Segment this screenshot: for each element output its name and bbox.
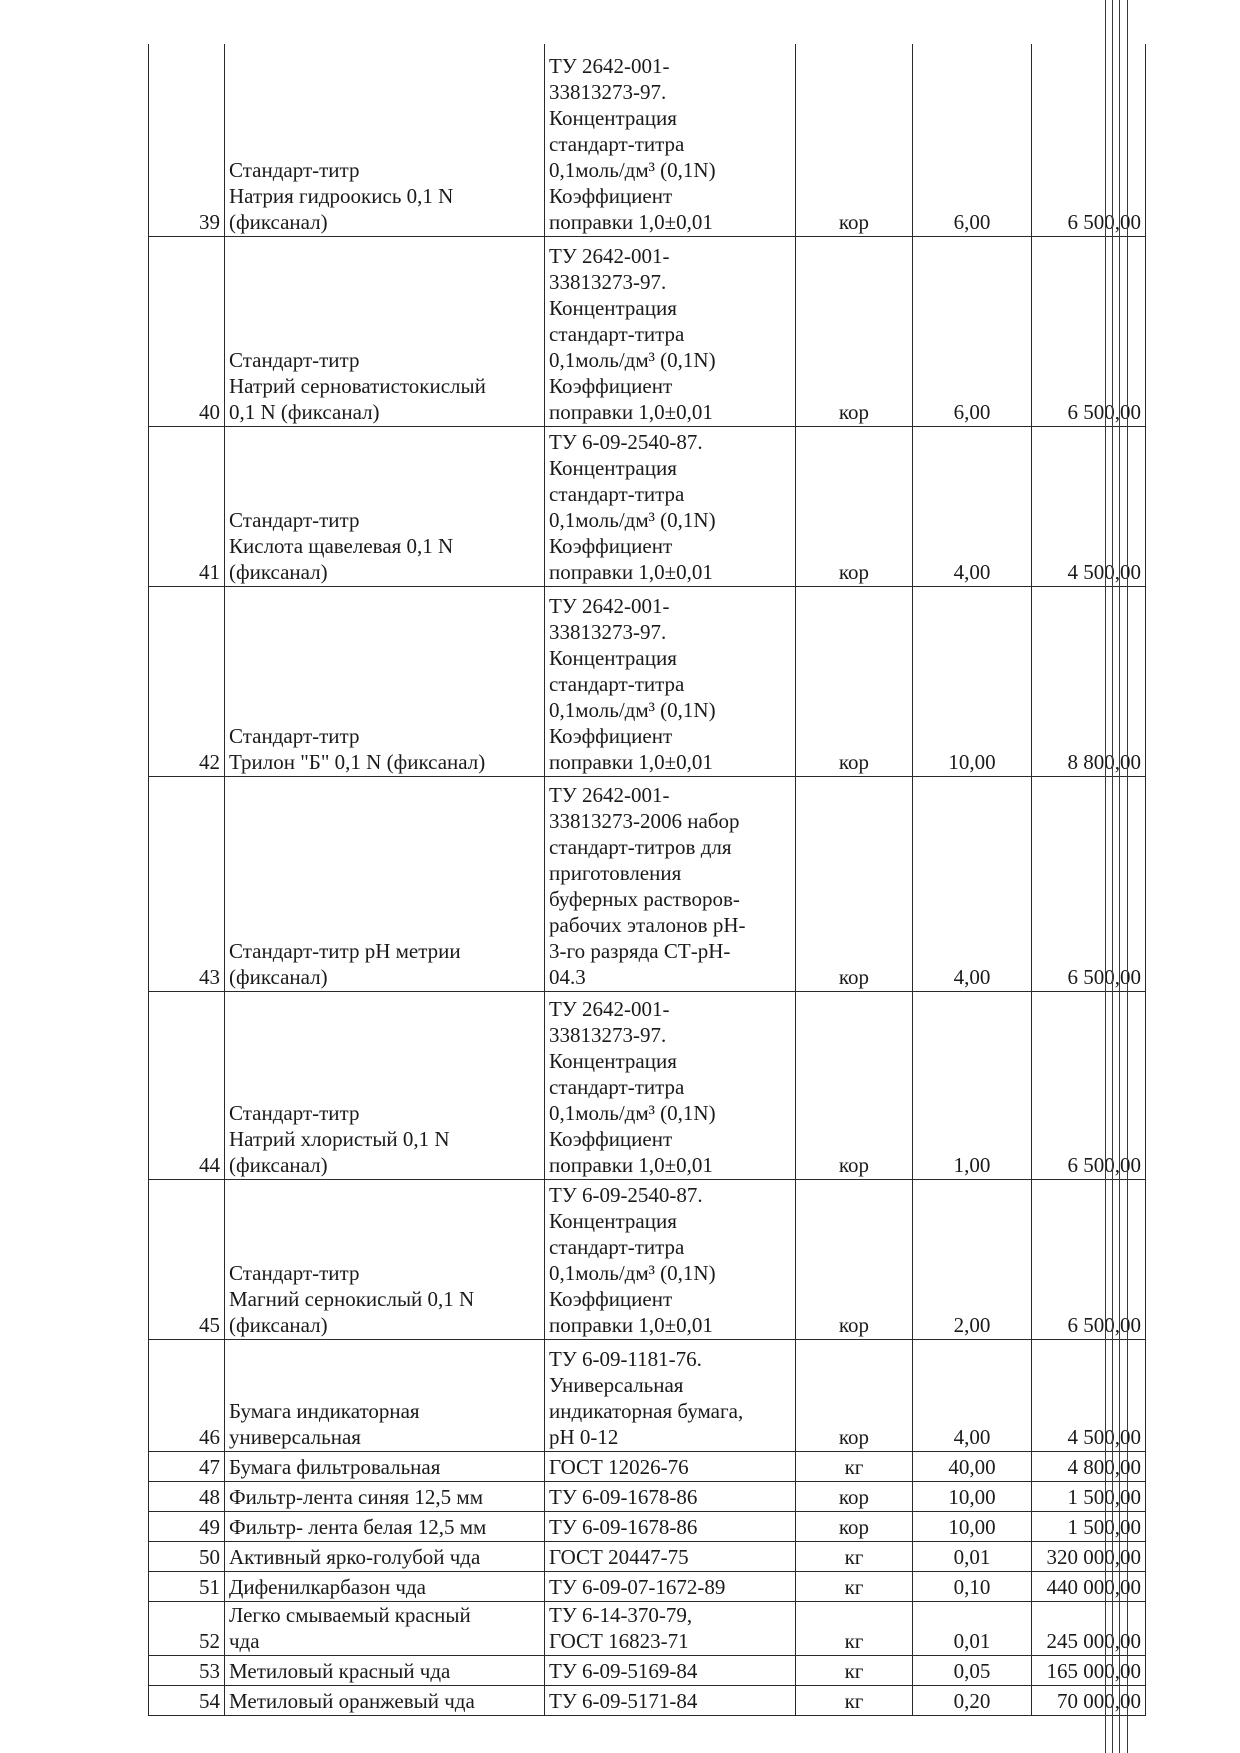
item-quantity: 4,00 bbox=[913, 776, 1032, 991]
item-price: 165 000,00 bbox=[1032, 1655, 1146, 1685]
row-number: 50 bbox=[149, 1541, 225, 1571]
row-number: 49 bbox=[149, 1511, 225, 1541]
item-name: Легко смываемый красный чда bbox=[225, 1601, 545, 1655]
item-price: 6 500,00 bbox=[1032, 776, 1146, 991]
item-quantity: 10,00 bbox=[913, 1481, 1032, 1511]
row-number: 41 bbox=[149, 426, 225, 586]
item-spec: ТУ 2642-001- 33813273-97. Концентрация стандарт-титра 0,1моль/дм³ (0,1N) Коэффициент поправки 1,0±0,01 bbox=[545, 236, 796, 426]
item-quantity: 0,20 bbox=[913, 1685, 1032, 1715]
item-name: Стандарт-титр pH метрии (фиксанал) bbox=[225, 776, 545, 991]
item-name: Бумага индикаторная универсальная bbox=[225, 1339, 545, 1451]
item-quantity: 6,00 bbox=[913, 44, 1032, 236]
item-price: 245 000,00 bbox=[1032, 1601, 1146, 1655]
table-row bbox=[149, 1179, 1146, 1339]
item-unit: кг bbox=[796, 1685, 913, 1715]
item-name: Стандарт-титр Натрий серноватистокислый 0,1 N (фиксанал) bbox=[225, 236, 545, 426]
item-spec: ТУ 2642-001- 33813273-97. Концентрация стандарт-титра 0,1моль/дм³ (0,1N) Коэффициент поправки 1,0±0,01 bbox=[545, 991, 796, 1179]
table-row bbox=[149, 1541, 1146, 1571]
item-spec: ТУ 2642-001- 33813273-97. Концентрация стандарт-титра 0,1моль/дм³ (0,1N) Коэффициент поправки 1,0±0,01 bbox=[545, 586, 796, 776]
item-quantity: 10,00 bbox=[913, 586, 1032, 776]
item-unit: кг bbox=[796, 1655, 913, 1685]
item-spec: ТУ 6-09-07-1672-89 bbox=[545, 1571, 796, 1601]
item-name: Фильтр-лента синяя 12,5 мм bbox=[225, 1481, 545, 1511]
item-quantity: 4,00 bbox=[913, 1339, 1032, 1451]
item-unit: кг bbox=[796, 1601, 913, 1655]
table-row bbox=[149, 1685, 1146, 1715]
item-name: Стандарт-титр Натрий хлористый 0,1 N (фиксанал) bbox=[225, 991, 545, 1179]
item-spec: ТУ 6-09-2540-87. Концентрация стандарт-титра 0,1моль/дм³ (0,1N) Коэффициент поправки 1,0±0,01 bbox=[545, 1179, 796, 1339]
row-number: 43 bbox=[149, 776, 225, 991]
item-price: 70 000,00 bbox=[1032, 1685, 1146, 1715]
item-name: Активный ярко-голубой чда bbox=[225, 1541, 545, 1571]
item-spec: ТУ 2642-001- 33813273-97. Концентрация стандарт-титра 0,1моль/дм³ (0,1N) Коэффициент поправки 1,0±0,01 bbox=[545, 44, 796, 236]
row-number: 45 bbox=[149, 1179, 225, 1339]
table-row bbox=[149, 44, 1146, 236]
row-number: 40 bbox=[149, 236, 225, 426]
item-name: Метиловый красный чда bbox=[225, 1655, 545, 1685]
item-name: Стандарт-титр Натрия гидроокись 0,1 N (фиксанал) bbox=[225, 44, 545, 236]
item-name: Стандарт-титр Трилон "Б" 0,1 N (фиксанал) bbox=[225, 586, 545, 776]
item-spec: ТУ 6-09-5169-84 bbox=[545, 1655, 796, 1685]
item-name: Бумага фильтровальная bbox=[225, 1451, 545, 1481]
row-number: 51 bbox=[149, 1571, 225, 1601]
item-quantity: 10,00 bbox=[913, 1511, 1032, 1541]
table-row bbox=[149, 236, 1146, 426]
table-body bbox=[149, 44, 1146, 1715]
item-spec: ГОСТ 20447-75 bbox=[545, 1541, 796, 1571]
item-spec: ТУ 6-09-1678-86 bbox=[545, 1511, 796, 1541]
table-row bbox=[149, 1601, 1146, 1655]
item-quantity: 0,10 bbox=[913, 1571, 1032, 1601]
table-row bbox=[149, 1655, 1146, 1685]
item-quantity: 2,00 bbox=[913, 1179, 1032, 1339]
item-price: 4 800,00 bbox=[1032, 1451, 1146, 1481]
item-unit: кор bbox=[796, 426, 913, 586]
row-number: 48 bbox=[149, 1481, 225, 1511]
specification-table bbox=[148, 44, 1146, 1716]
item-name: Стандарт-титр Магний сернокислый 0,1 N (фиксанал) bbox=[225, 1179, 545, 1339]
row-number: 54 bbox=[149, 1685, 225, 1715]
item-spec: ТУ 6-09-1181-76. Универсальная индикаторная бумага, pH 0-12 bbox=[545, 1339, 796, 1451]
item-unit: кг bbox=[796, 1451, 913, 1481]
item-price: 1 500,00 bbox=[1032, 1511, 1146, 1541]
item-price: 6 500,00 bbox=[1032, 236, 1146, 426]
item-quantity: 6,00 bbox=[913, 236, 1032, 426]
item-spec: ТУ 6-09-2540-87. Концентрация стандарт-титра 0,1моль/дм³ (0,1N) Коэффициент поправки 1,0±0,01 bbox=[545, 426, 796, 586]
item-price: 1 500,00 bbox=[1032, 1481, 1146, 1511]
row-number: 44 bbox=[149, 991, 225, 1179]
item-unit: кг bbox=[796, 1541, 913, 1571]
table-row bbox=[149, 776, 1146, 991]
item-unit: кг bbox=[796, 1571, 913, 1601]
row-number: 46 bbox=[149, 1339, 225, 1451]
item-unit: кор bbox=[796, 236, 913, 426]
row-number: 53 bbox=[149, 1655, 225, 1685]
table-row bbox=[149, 1571, 1146, 1601]
row-number: 47 bbox=[149, 1451, 225, 1481]
table-row bbox=[149, 426, 1146, 586]
item-spec: ТУ 2642-001- 33813273-2006 набор стандарт-титров для приготовления буферных растворов- рабочих эталонов pH- 3-го разряда СТ-pH- 04.3 bbox=[545, 776, 796, 991]
item-spec: ТУ 6-14-370-79, ГОСТ 16823-71 bbox=[545, 1601, 796, 1655]
item-unit: кор bbox=[796, 586, 913, 776]
table-row bbox=[149, 1339, 1146, 1451]
item-unit: кор bbox=[796, 1481, 913, 1511]
item-price: 6 500,00 bbox=[1032, 991, 1146, 1179]
item-quantity: 4,00 bbox=[913, 426, 1032, 586]
item-quantity: 0,05 bbox=[913, 1655, 1032, 1685]
item-price: 440 000,00 bbox=[1032, 1571, 1146, 1601]
item-price: 4 500,00 bbox=[1032, 426, 1146, 586]
item-name: Фильтр- лента белая 12,5 мм bbox=[225, 1511, 545, 1541]
item-unit: кор bbox=[796, 991, 913, 1179]
row-number: 42 bbox=[149, 586, 225, 776]
table-row bbox=[149, 1481, 1146, 1511]
item-spec: ГОСТ 12026-76 bbox=[545, 1451, 796, 1481]
row-number: 39 bbox=[149, 44, 225, 236]
item-quantity: 40,00 bbox=[913, 1451, 1032, 1481]
item-unit: кор bbox=[796, 44, 913, 236]
item-price: 4 500,00 bbox=[1032, 1339, 1146, 1451]
item-spec: ТУ 6-09-5171-84 bbox=[545, 1685, 796, 1715]
scan-line bbox=[1105, 0, 1106, 1753]
item-unit: кор bbox=[796, 776, 913, 991]
item-quantity: 0,01 bbox=[913, 1601, 1032, 1655]
item-price: 6 500,00 bbox=[1032, 44, 1146, 236]
item-price: 6 500,00 bbox=[1032, 1179, 1146, 1339]
item-unit: кор bbox=[796, 1511, 913, 1541]
item-spec: ТУ 6-09-1678-86 bbox=[545, 1481, 796, 1511]
scan-line bbox=[1127, 0, 1128, 1753]
scan-line bbox=[1112, 0, 1113, 1753]
item-name: Стандарт-титр Кислота щавелевая 0,1 N (фиксанал) bbox=[225, 426, 545, 586]
table-row bbox=[149, 1451, 1146, 1481]
item-name: Дифенилкарбазон чда bbox=[225, 1571, 545, 1601]
item-price: 8 800,00 bbox=[1032, 586, 1146, 776]
item-unit: кор bbox=[796, 1179, 913, 1339]
row-number: 52 bbox=[149, 1601, 225, 1655]
table-row bbox=[149, 1511, 1146, 1541]
table-row bbox=[149, 991, 1146, 1179]
item-quantity: 1,00 bbox=[913, 991, 1032, 1179]
item-quantity: 0,01 bbox=[913, 1541, 1032, 1571]
item-price: 320 000,00 bbox=[1032, 1541, 1146, 1571]
item-unit: кор bbox=[796, 1339, 913, 1451]
table-row bbox=[149, 586, 1146, 776]
item-name: Метиловый оранжевый чда bbox=[225, 1685, 545, 1715]
scan-line bbox=[1119, 0, 1120, 1753]
